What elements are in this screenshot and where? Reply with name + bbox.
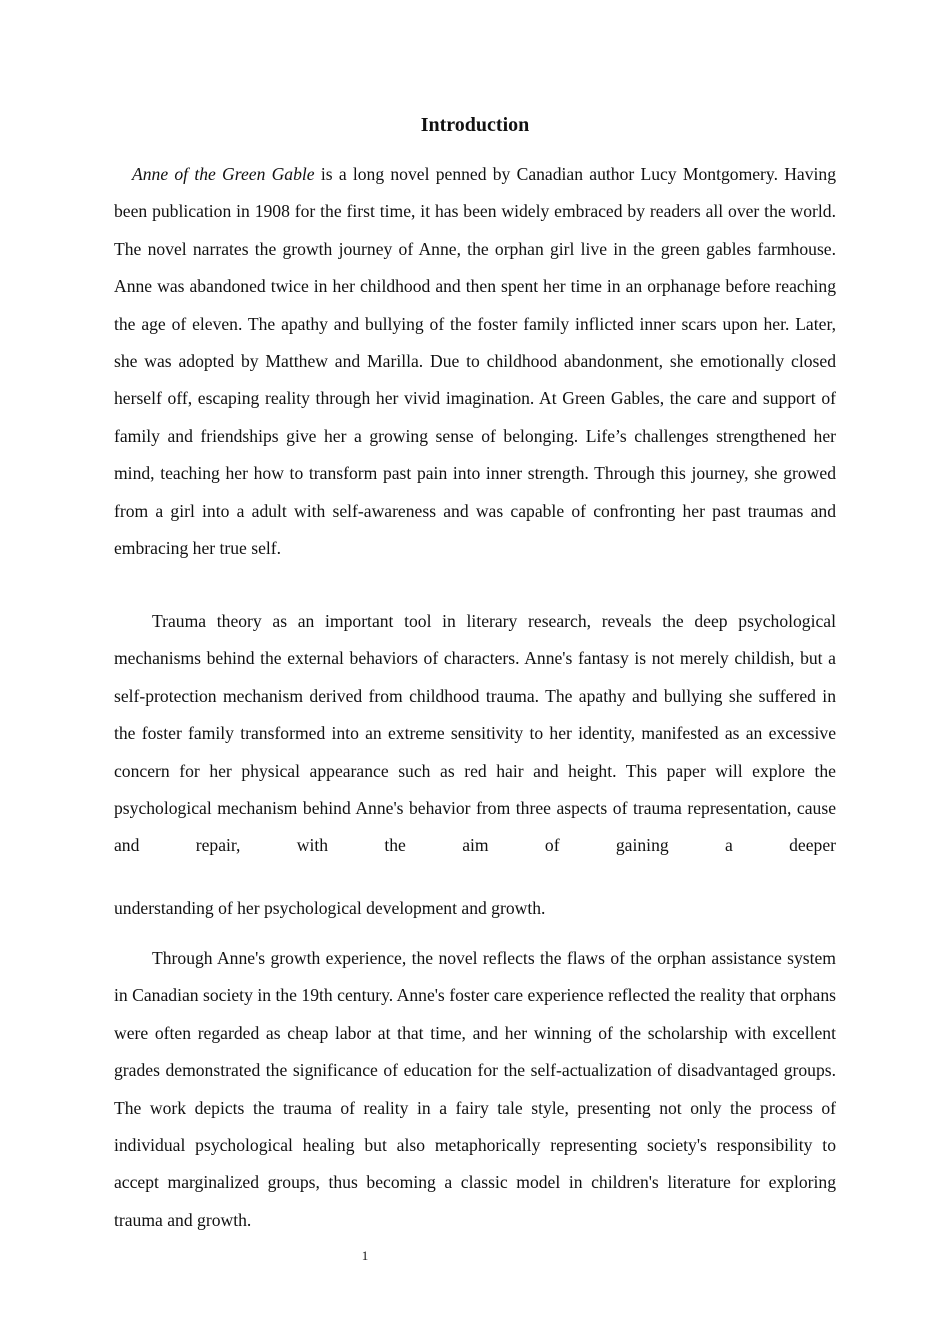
- paragraph-1: [114, 156, 836, 567]
- book-title-italic: Anne of the Green Gable: [132, 164, 315, 184]
- paragraph-2: Trauma theory as an important tool in literary research, reveals the deep psychological mechanisms behind the external behaviors of characters. Anne's fantasy is not merely childish, but a self-protection mechanism derived from childhood trauma. The apathy and bullying she suffered in the foster family transformed into an extreme sensitivity to her identity, manifested as an excessive concern for her physical appearance such as red hair and height. This paper will explore the psychological mechanism behind Anne's behavior from three aspects of trauma representation, cause and repair, with the aim of gaining a deeper: [114, 611, 836, 856]
- page-title: Introduction: [420, 114, 530, 136]
- paragraph-1-text: is a long novel penned by Canadian author Lucy Montgomery. Having been publication in 1908 for the first time, it has been widely embraced by readers all over the world. The novel narrates the growth journey of Anne, the orphan girl live in the green gables farmhouse. Anne was abandoned twice in her childhood and then spent her time in an orphanage before reaching the age of eleven. The apathy and bullying of the foster family inflicted inner scars upon her. Later, she was adopted by Matthew and Marilla. Due to childhood abandonment, she emotionally closed herself off, escaping reality through her vivid imagination. At Green Gables, the care and support of family and friendships give her a growing sense of belonging. Life’s challenges strengthened her mind, teaching her how to transform past pain into inner strength. Through this journey, she growed from a girl into a adult with self-awareness and was capable of confronting her past traumas and embracing her true self.: [114, 164, 837, 559]
- page-number: 1: [361, 1248, 369, 1263]
- paragraph-2-final-line: understanding of her psychological development and growth.: [114, 898, 546, 918]
- paragraph-3: Through Anne's growth experience, the novel reflects the flaws of the orphan assistance system in Canadian society in the 19th century. Anne's foster care experience reflected the reality that orphans were often regarded as cheap labor at that time, and her winning of the scholarship with excellent grades demonstrated the significance of education for the self-actualization of disadvantaged groups. The work depicts the trauma of reality in a fairy tale style, presenting not only the process of individual psychological healing but also metaphorically representing society's responsibility to accept marginalized groups, thus becoming a classic model in children's literature for exploring trauma and growth.: [114, 948, 836, 1230]
